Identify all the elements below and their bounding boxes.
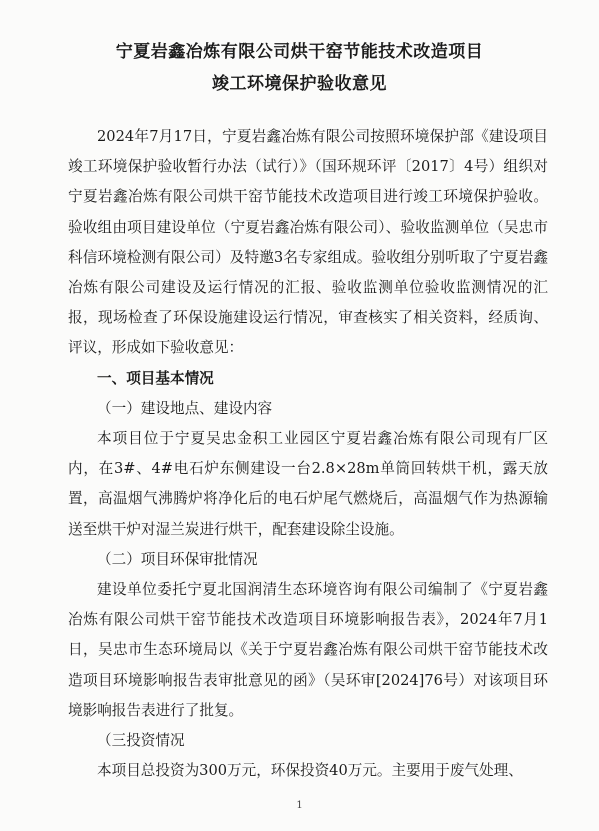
subsection-heading-approval: （二）项目环保审批情况 <box>97 550 258 568</box>
location-paragraph: 本项目位于宁夏吴忠金积工业园区宁夏岩鑫冶炼有限公司现有厂区内，在3#、4#电石炉东侧建设一台2.8×28m单筒回转烘干机，露天放置，高温烟气沸腾炉将净化后的电石炉尾气燃烧后，高温烟气作为热源输送至烘干炉对湿兰炭进行烘干，配套建设除尘设施。 <box>68 430 548 538</box>
document-body <box>68 122 548 786</box>
section-heading-basic-info: 一、项目基本情况 <box>97 369 214 387</box>
document-title <box>0 36 599 100</box>
approval-paragraph: 建设单位委托宁夏北国润清生态环境咨询有限公司编制了《宁夏岩鑫冶炼有限公司烘干窑节能技术改造项目环境影响报告表》，2024年7月1日，吴忠市生态环境局以《关于宁夏岩鑫冶炼有限公司烘干窑节能技术改造项目环境影响报告表审批意见的函》（吴环审[2024]76号）对该项目环境影响报告表进行了批复。 <box>68 581 548 719</box>
title-line-2: 竣工环境保护验收意见 <box>212 74 387 94</box>
title-line-1: 宁夏岩鑫冶炼有限公司烘干窑节能技术改造项目 <box>115 42 484 62</box>
subsection-heading-investment: （三投资情况 <box>97 732 185 750</box>
intro-paragraph: 2024年7月17日，宁夏岩鑫冶炼有限公司按照环境保护部《建设项目竣工环境保护验收暂行办法（试行）》（国环规环评〔2017〕4号）组织对宁夏岩鑫冶炼有限公司烘干窑节能技术改造项目进行竣工环境保护验收。验收组由项目建设单位（宁夏岩鑫冶炼有限公司）、验收监测单位（吴忠市科信环境检测有限公司）及特邀3名专家组成。验收组分别听取了宁夏岩鑫冶炼有限公司建设及运行情况的汇报、验收监测单位验收监测情况的汇报，现场检查了环保设施建设运行情况，审查核实了相关资料，经质询、评议，形成如下验收意见： <box>68 128 548 357</box>
page-number: 1 <box>296 800 303 811</box>
investment-paragraph: 本项目总投资为300万元，环保投资40万元。主要用于废气处理、 <box>97 762 523 780</box>
subsection-heading-location: （一）建设地点、建设内容 <box>97 399 273 417</box>
